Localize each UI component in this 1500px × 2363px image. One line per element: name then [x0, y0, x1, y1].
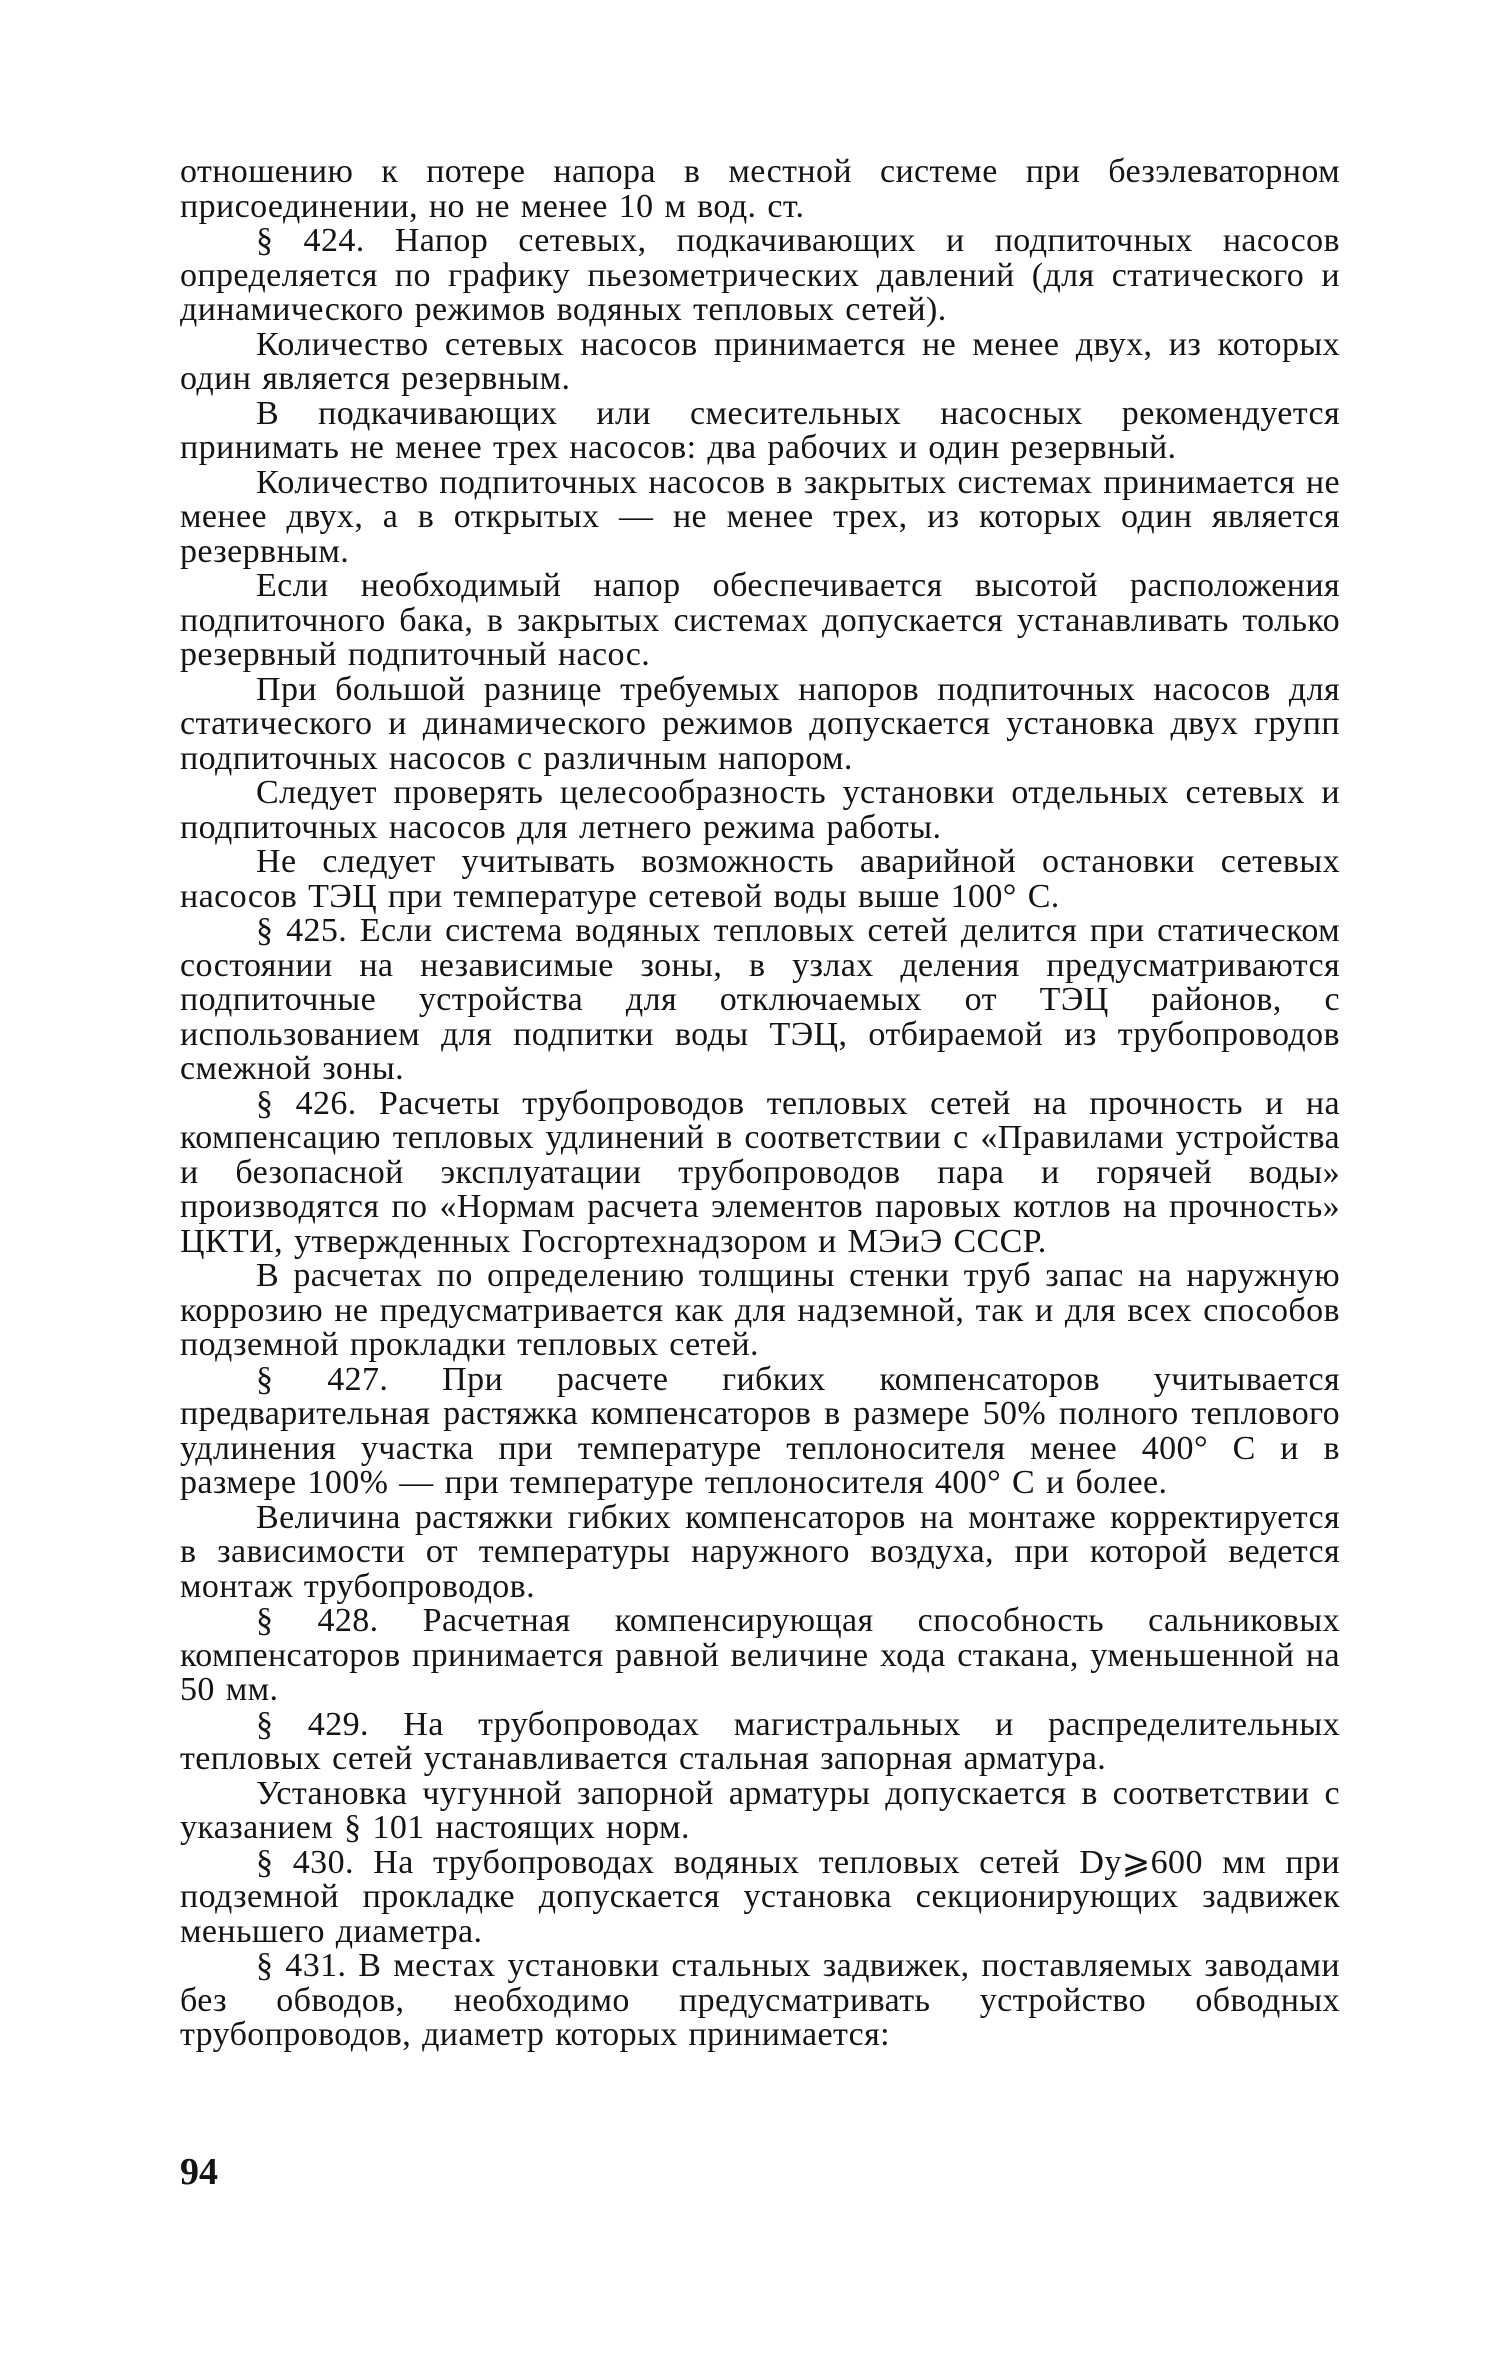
text-block [180, 155, 1340, 2053]
paragraph-4: В подкачивающих или смесительных насосных рекомендуется принимать не менее трех насосов: два рабочих и один резервный. [180, 394, 1340, 466]
paragraph-3: Количество сетевых насосов принимается не менее двух, из которых один является резервным. [180, 325, 1340, 397]
paragraph-1: отношению к потере напора в местной системе при безэлеваторном присоединении, но не менее 10 м вод. ст. [180, 153, 1340, 225]
paragraph-10: § 425. Если система водяных тепловых сетей делится при статическом состоянии на независимые зоны, в узлах деления предусматриваются подпиточные устройства для отключаемых от ТЭЦ районов, с использованием для подпитки воды ТЭЦ, отбираемой из трубопроводов смежной зоны. [180, 912, 1340, 1087]
page-number: 94 [180, 2151, 218, 2193]
paragraph-11: § 426. Расчеты трубопроводов тепловых сетей на прочность и на компенсацию тепловых удлинений в соответствии с «Правилами устройства и безопасной эксплуатации трубопроводов пара и горячей воды» производятся по «Нормам расчета элементов паровых котлов на прочность» ЦКТИ, утвержденных Госгортехнадзором и МЭиЭ СССР. [180, 1084, 1340, 1260]
paragraph-17: Установка чугунной запорной арматуры допускается в соответствии с указанием § 101 настоящих норм. [180, 1774, 1340, 1846]
paragraph-18: § 430. На трубопроводах водяных тепловых сетей Dу⩾600 мм при подземной прокладке допускается установка секционирующих задвижек меньшего диаметра. [180, 1843, 1340, 1950]
paragraph-16: § 429. На трубопроводах магистральных и распределительных тепловых сетей устанавливается стальная запорная арматура. [180, 1705, 1340, 1777]
paragraph-12: В расчетах по определению толщины стенки труб запас на наружную коррозию не предусматривается как для надземной, так и для всех способов подземной прокладки тепловых сетей. [180, 1257, 1340, 1363]
paragraph-14: Величина растяжки гибких компенсаторов на монтаже корректируется в зависимости от температуры наружного воздуха, при которой ведется монтаж трубопроводов. [180, 1498, 1340, 1605]
paragraph-15: § 428. Расчетная компенсирующая способность сальниковых компенсаторов принимается равной величине хода стакана, уменьшенной на 50 мм. [180, 1602, 1340, 1708]
paragraph-13: § 427. При расчете гибких компенсаторов учитывается предварительная растяжка компенсаторов в размере 50% полного теплового удлинения участка при температуре теплоносителя менее 400° С и в размере 100% — при температуре теплоносителя 400° С и более. [180, 1360, 1340, 1501]
paragraph-8: Следует проверять целесообразность установки отдельных сетевых и подпиточных насосов для летнего режима работы. [180, 774, 1340, 846]
paragraph-6: Если необходимый напор обеспечивается высотой расположения подпиточного бака, в закрытых системах допускается устанавливать только резервный подпиточный насос. [180, 567, 1340, 673]
paragraph-5: Количество подпиточных насосов в закрытых системах принимается не менее двух, а в открытых — не менее трех, из которых один является резервным. [180, 463, 1340, 570]
page-body [180, 155, 1340, 2053]
paragraph-2: § 424. Напор сетевых, подкачивающих и подпиточных насосов определяется по графику пьезометрических давлений (для статического и динамического режимов водяных тепловых сетей). [180, 222, 1340, 328]
paragraph-7: При большой разнице требуемых напоров подпиточных насосов для статического и динамического режимов допускается установка двух групп подпиточных насосов с различным напором. [180, 670, 1340, 777]
paragraph-9: Не следует учитывать возможность аварийной остановки сетевых насосов ТЭЦ при температуре сетевой воды выше 100° С. [180, 843, 1340, 915]
paragraph-19: § 431. В местах установки стальных задвижек, поставляемых заводами без обводов, необходимо предусматривать устройство обводных трубопроводов, диаметр которых принимается: [180, 1947, 1340, 2053]
